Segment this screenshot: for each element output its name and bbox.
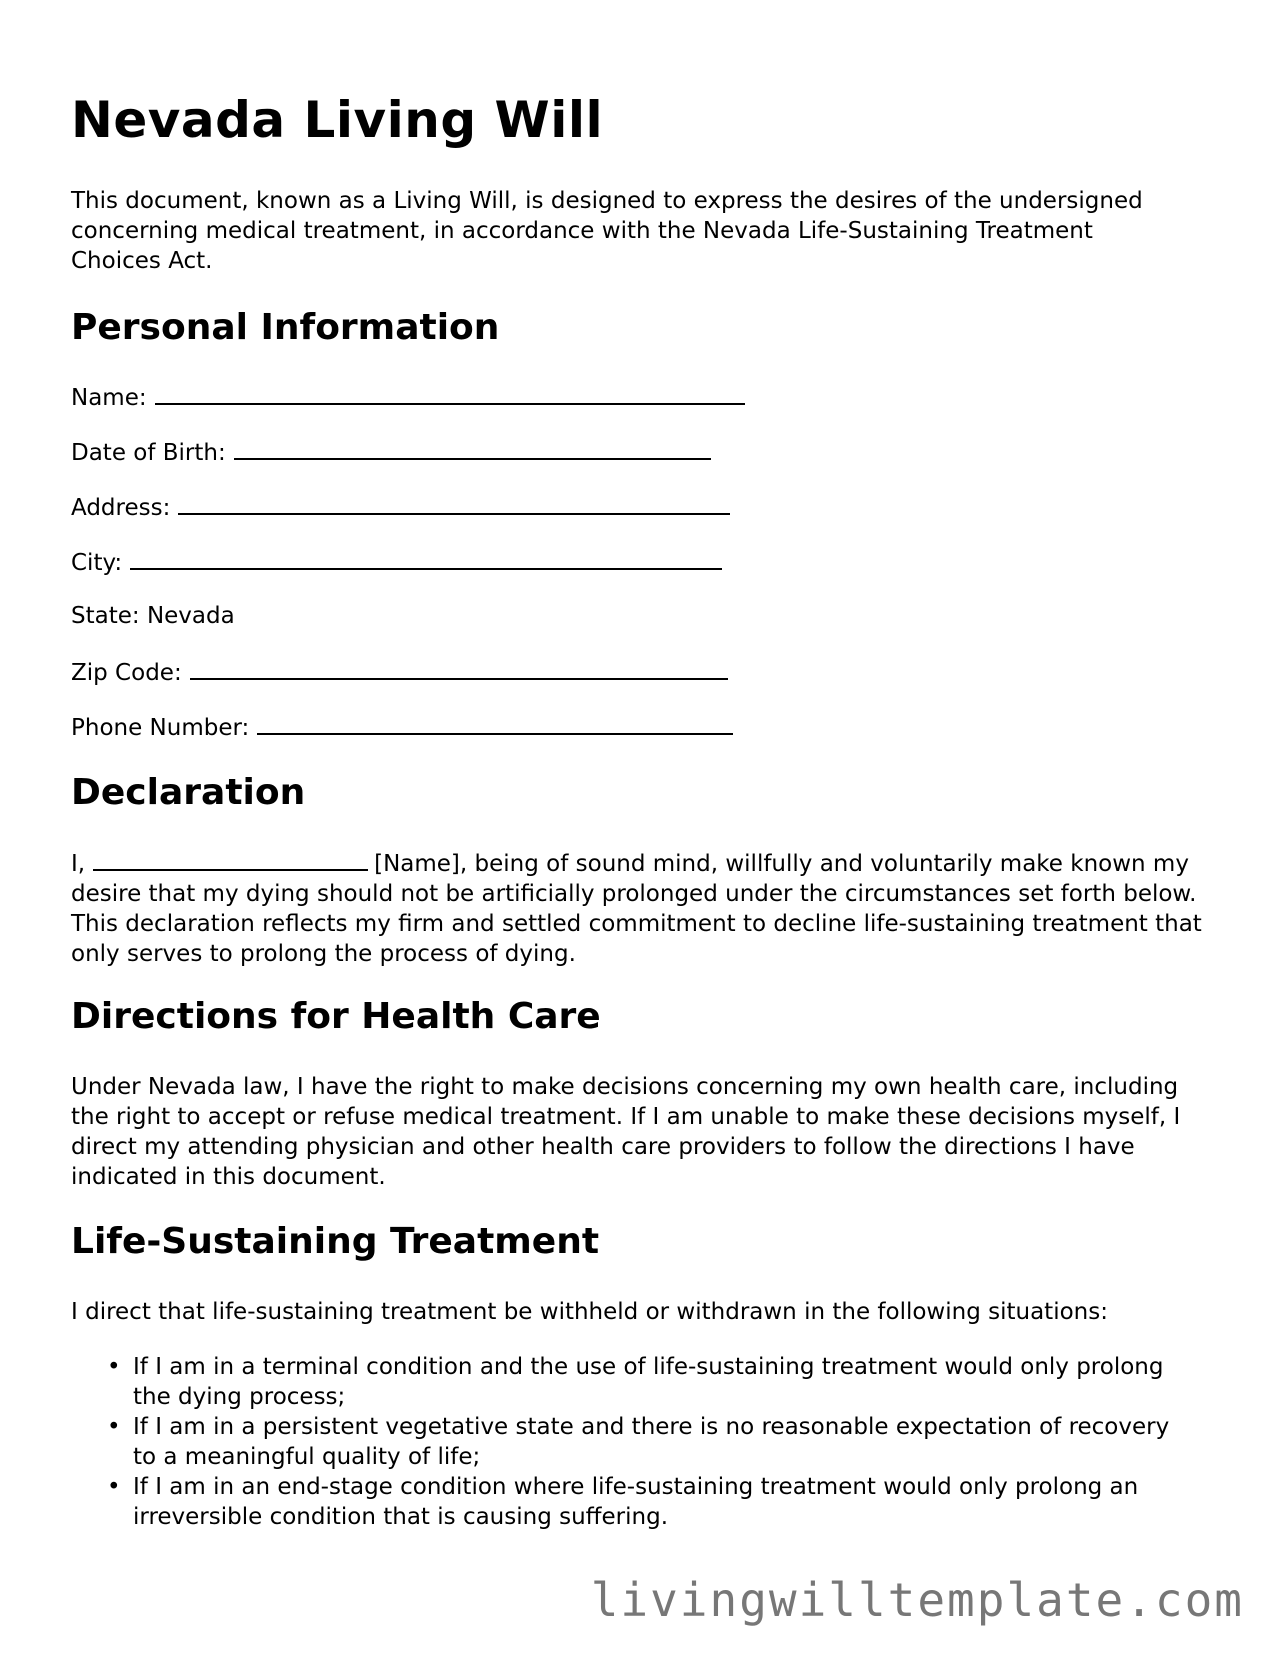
life-sustaining-heading: Life-Sustaining Treatment <box>71 1221 600 1262</box>
declaration-paragraph <box>71 847 1211 969</box>
list-item <box>107 1472 1187 1532</box>
bullet-icon: • <box>107 1414 121 1440</box>
state-label: State: Nevada <box>71 603 235 629</box>
phone-label: Phone Number: <box>71 715 250 741</box>
personal-info-heading: Personal Information <box>71 307 500 348</box>
list-item-text: If I am in an end-stage condition where life-sustaining treatment would only prolong an irreversible condition that is causing suffering. <box>133 1474 1139 1530</box>
state-field <box>71 601 235 631</box>
watermark: livingwilltemplate.com <box>590 1573 1244 1627</box>
name-blank[interactable] <box>155 381 745 405</box>
list-item <box>107 1352 1187 1412</box>
document-title: Nevada Living Will <box>71 91 604 149</box>
declaration-name-blank[interactable] <box>93 847 368 871</box>
bullet-icon: • <box>107 1474 121 1500</box>
list-item-text: If I am in a terminal condition and the use of life-sustaining treatment would only prolong the dying process; <box>133 1354 1164 1410</box>
declaration-heading: Declaration <box>71 772 306 813</box>
directions-heading: Directions for Health Care <box>71 996 601 1037</box>
intro-paragraph: This document, known as a Living Will, is designed to express the desires of the undersigned concerning medical treatment, in accordance with the Nevada Life-Sustaining Treatment Choices Act. <box>71 188 1143 274</box>
address-field[interactable] <box>71 491 730 523</box>
city-label: City: <box>71 550 123 576</box>
dob-blank[interactable] <box>234 436 711 460</box>
directions-paragraph: Under Nevada law, I have the right to make decisions concerning my own health care, including the right to accept or refuse medical treatment. If I am unable to make these decisions myself, I direct my attending physician and other health care providers to follow the directions I have indicated in this document. <box>71 1074 1181 1190</box>
name-field[interactable] <box>71 381 745 413</box>
declaration-text: [Name], being of sound mind, willfully and voluntarily make known my desire that my dying should not be artificially prolonged under the circumstances set forth below. This declaration reflects my firm and settled commitment to decline life-sustaining treatment that only serves to prolong the process of dying. <box>71 851 1202 967</box>
phone-blank[interactable] <box>257 711 733 735</box>
zip-label: Zip Code: <box>71 660 182 686</box>
dob-label: Date of Birth: <box>71 440 226 466</box>
zip-field[interactable] <box>71 656 728 688</box>
city-field[interactable] <box>71 546 722 578</box>
phone-field[interactable] <box>71 711 733 743</box>
zip-blank[interactable] <box>190 656 728 680</box>
situations-list <box>107 1352 1187 1532</box>
declaration-prefix: I, <box>71 851 86 877</box>
life-sustaining-intro: I direct that life-sustaining treatment be withheld or withdrawn in the following situations: <box>71 1299 1108 1325</box>
bullet-icon: • <box>107 1354 121 1380</box>
dob-field[interactable] <box>71 436 711 468</box>
list-item-text: If I am in a persistent vegetative state and there is no reasonable expectation of recovery to a meaningful quality of life; <box>133 1414 1170 1470</box>
city-blank[interactable] <box>130 546 722 570</box>
name-label: Name: <box>71 385 147 411</box>
address-label: Address: <box>71 495 171 521</box>
address-blank[interactable] <box>178 491 730 515</box>
list-item <box>107 1412 1187 1472</box>
